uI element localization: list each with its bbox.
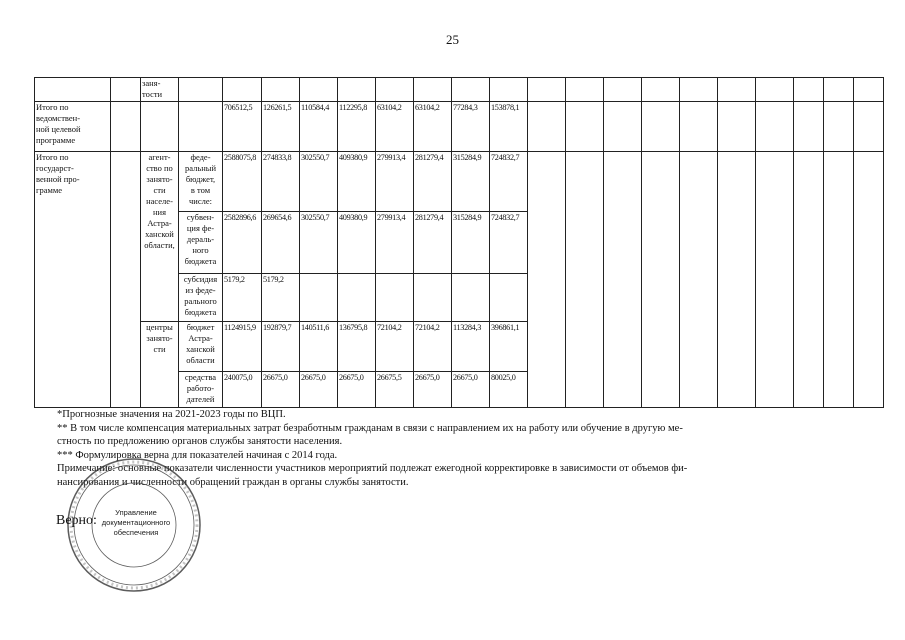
verno-label: Верно: (56, 513, 97, 528)
value-cell: 706512,5 (223, 102, 262, 152)
value-cell: 136795,8 (338, 322, 376, 372)
value-cell: 5179,2 (262, 274, 300, 322)
source-cell: субвен- ция фе- дераль- ного бюджета (179, 212, 223, 274)
table-row (35, 78, 884, 102)
value-cell: 112295,8 (338, 102, 376, 152)
value-cell: 80025,0 (490, 372, 528, 408)
value-cell: 302550,7 (300, 212, 338, 274)
value-cell: 1124915,9 (223, 322, 262, 372)
page-number: 25 (446, 32, 459, 47)
source-cell: субсидия из феде- рального бюджета (179, 274, 223, 322)
value-cell: 126261,5 (262, 102, 300, 152)
value-cell: 409380,9 (338, 152, 376, 212)
table-row (35, 152, 884, 212)
value-cell: 63104,2 (376, 102, 414, 152)
source-cell: феде- ральный бюджет, в том числе: (179, 152, 223, 212)
value-cell: 26675,0 (300, 372, 338, 408)
value-cell: 274833,8 (262, 152, 300, 212)
source-cell: средства работо- дателей (179, 372, 223, 408)
value-cell: 140511,6 (300, 322, 338, 372)
value-cell: 26675,5 (376, 372, 414, 408)
value-cell: 2588075,8 (223, 152, 262, 212)
value-cell: 269654,6 (262, 212, 300, 274)
value-cell: 26675,0 (414, 372, 452, 408)
stamp-inner-text: Управление документационного обеспечения (101, 508, 171, 537)
value-cell: 279913,4 (376, 152, 414, 212)
footnote: стность по предложению органов службы занятости населения. (57, 436, 343, 447)
cell-continuation: заня- тости (141, 78, 179, 102)
value-cell: 281279,4 (414, 152, 452, 212)
value-cell: 192879,7 (262, 322, 300, 372)
value-cell: 396861,1 (490, 322, 528, 372)
value-cell: 724832,7 (490, 212, 528, 274)
value-cell: 72104,2 (414, 322, 452, 372)
source-cell: бюджет Астра- ханской области (179, 322, 223, 372)
budget-table (34, 77, 884, 408)
table-row (35, 102, 884, 152)
value-cell: 724832,7 (490, 152, 528, 212)
value-cell: 113284,3 (452, 322, 490, 372)
value-cell: 26675,0 (338, 372, 376, 408)
value-cell: 26675,0 (262, 372, 300, 408)
value-cell: 281279,4 (414, 212, 452, 274)
executor-cell: центры занято- сти (141, 322, 179, 408)
value-cell: 26675,0 (452, 372, 490, 408)
value-cell: 153878,1 (490, 102, 528, 152)
executor-cell: агент- ство по занято- сти населе- ния Астра- ханской области, (141, 152, 179, 322)
value-cell: 409380,9 (338, 212, 376, 274)
value-cell: 77284,3 (452, 102, 490, 152)
footnote: Примечание: основные показатели численности участников мероприятий подлежат ежегодной корректировке в зависимости от объемов фи- (57, 463, 688, 474)
footnote: ** В том числе компенсация материальных затрат безработным гражданам в связи с направлением их на работу или обучение в другую ме- (57, 422, 683, 434)
footnote: *Прогнозные значения на 2021-2023 годы по ВЦП. (57, 409, 286, 420)
footnote: нансирования и численности обращений граждан в органы службы занятости. (57, 476, 409, 488)
value-cell: 5179,2 (223, 274, 262, 322)
value-cell: 63104,2 (414, 102, 452, 152)
value-cell: 315284,9 (452, 152, 490, 212)
footnote: *** Формулировка верна для показателей начиная с 2014 года. (57, 449, 338, 461)
value-cell: 2582896,6 (223, 212, 262, 274)
value-cell: 315284,9 (452, 212, 490, 274)
value-cell: 110584,4 (300, 102, 338, 152)
value-cell: 72104,2 (376, 322, 414, 372)
row-label: Итого по ведомствен- ной целевой программе (35, 102, 111, 152)
value-cell: 302550,7 (300, 152, 338, 212)
row-label: Итого по государст- венной про- грамме (35, 152, 111, 408)
value-cell: 240075,0 (223, 372, 262, 408)
value-cell: 279913,4 (376, 212, 414, 274)
